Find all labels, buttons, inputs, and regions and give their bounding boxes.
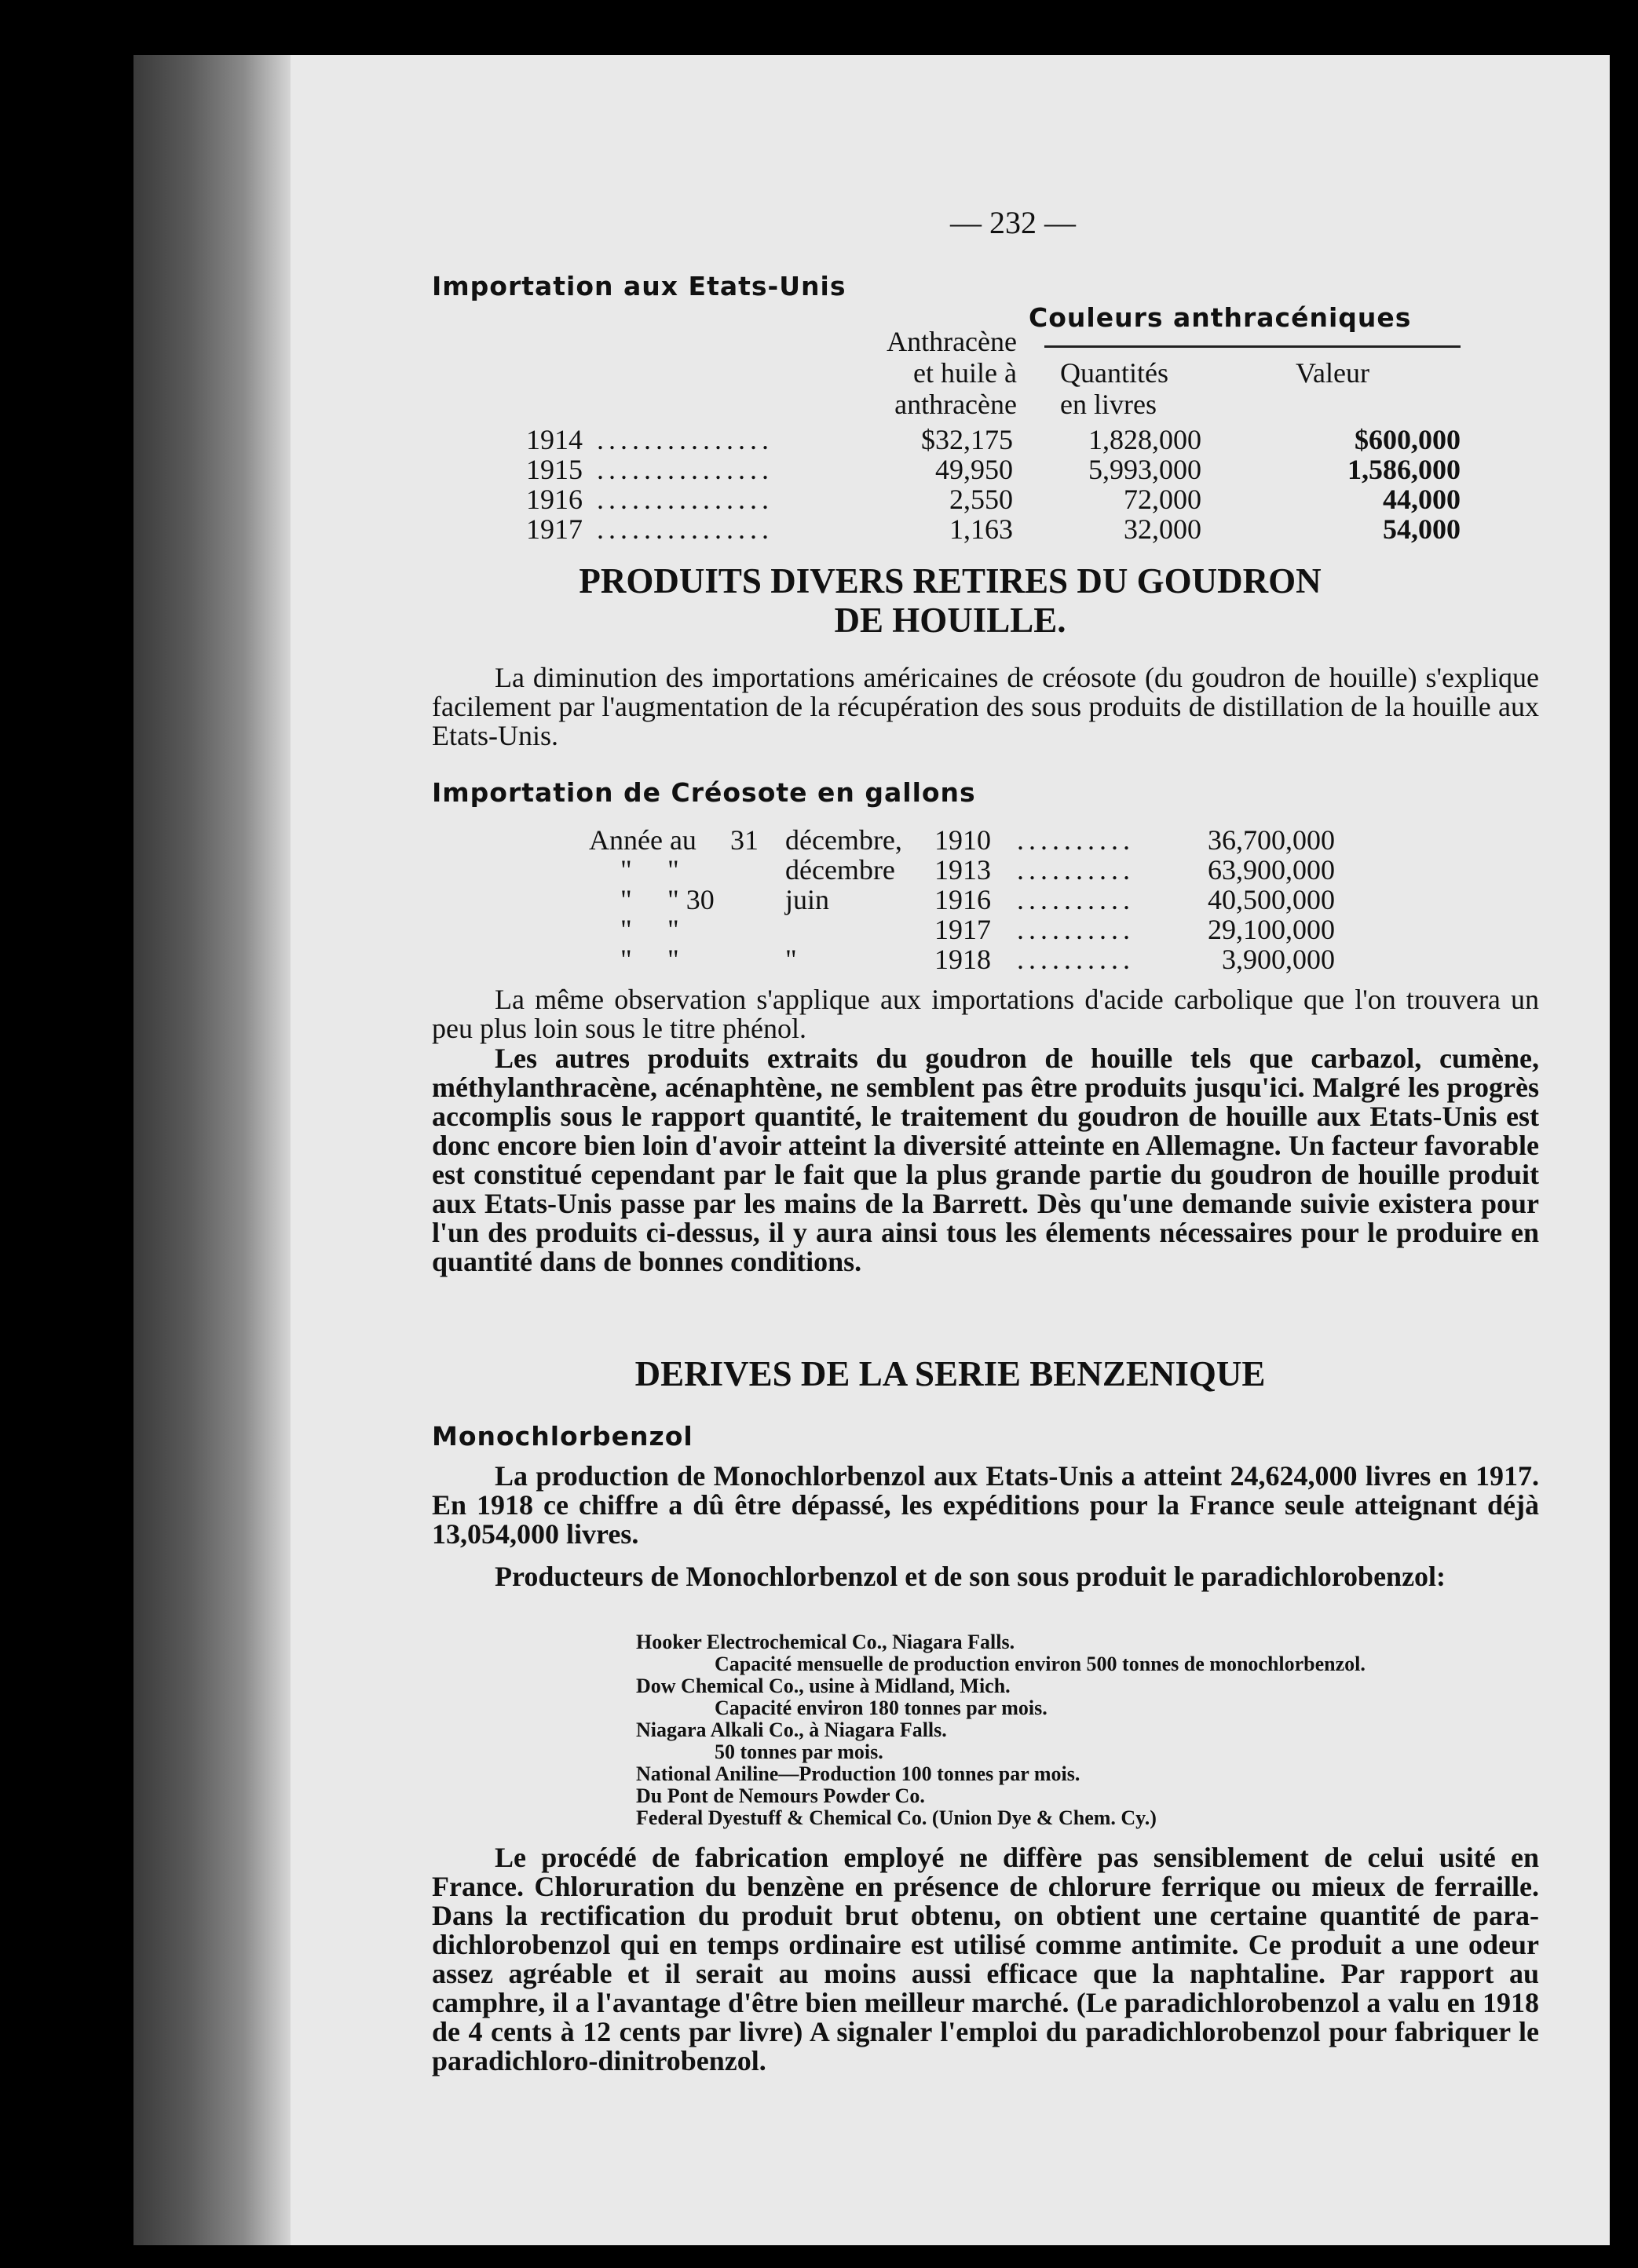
row-label: juin bbox=[785, 884, 830, 915]
row-quantity: 5,993,000 bbox=[1088, 454, 1201, 485]
table-row bbox=[589, 824, 1374, 854]
row-leader: ............... bbox=[597, 424, 773, 455]
row-leader: ............... bbox=[597, 454, 773, 485]
table-row bbox=[589, 854, 1374, 884]
row-value: 63,900,000 bbox=[1208, 854, 1335, 886]
col1-line: et huile à bbox=[913, 357, 1017, 389]
paragraph-autres-produits bbox=[432, 1044, 1539, 1276]
row-anthracene: $32,175 bbox=[921, 424, 1013, 455]
heading-serie-benzenique: DERIVES DE LA SERIE BENZENIQUE bbox=[634, 1354, 1266, 1393]
row-anthracene: 49,950 bbox=[935, 454, 1013, 485]
paragraph-text: La production de Monochlorbenzol aux Etats-Unis a atteint 24,624,000 livres en 1917. En 1918 ce chiffre a dû être dépassé, les expéditions pour la France seule atteignant déjà 13,054,000 livres. bbox=[432, 1460, 1539, 1550]
row-value: 44,000 bbox=[1383, 484, 1461, 515]
row-year: 1917 bbox=[934, 914, 991, 945]
row-value: $600,000 bbox=[1355, 424, 1461, 455]
row-label: " bbox=[667, 854, 679, 886]
paragraph-creosote bbox=[432, 663, 1539, 751]
paragraph-production bbox=[432, 1462, 1539, 1549]
row-year: 1916 bbox=[934, 884, 991, 915]
row-value: 40,500,000 bbox=[1208, 884, 1335, 915]
row-quantity: 1,828,000 bbox=[1088, 424, 1201, 455]
row-leader: ............... bbox=[597, 484, 773, 515]
row-year: 1918 bbox=[934, 944, 991, 975]
paragraph-text: La diminution des importations américaines de créosote (du goudron de houille) s'explique facilement par l'augmentation de la récupération des sous produits de distillation de la houille aux Etats-Unis. bbox=[432, 662, 1539, 751]
book-spine bbox=[133, 55, 291, 2245]
paragraph-text: Le procédé de fabrication employé ne diffère pas sensiblement de celui usité en France. Chloruration du benzène en présence de chlorure ferrique ou mieux de ferraille. Dans la rectification du produit brut obtenu, on obtient une certaine quantité de para-dichlorobenzol qui en temps ordinaire est utilisé comme antimite. Ce produit a une odeur assez agréable et il serait au moins aussi efficace que la naphtaline. Par rapport au camphre, il a l'avantage d'être bien meilleur marché. (Le paradichlorobenzol a valu en 1918 de 4 cents à 12 cents par livre) A signaler l'emploi du paradichlorobenzol pour fabriquer le paradichloro-dinitrobenzol. bbox=[432, 1842, 1539, 2076]
col1-line: anthracène bbox=[894, 389, 1017, 420]
row-year: 1910 bbox=[934, 824, 991, 856]
producer-item: Hooker Electrochemical Co., Niagara Falls. bbox=[636, 1631, 1015, 1653]
table-row bbox=[589, 884, 1374, 914]
heading-produits-divers bbox=[479, 561, 1421, 640]
col-header-anthracene bbox=[828, 326, 1017, 420]
row-value: 54,000 bbox=[1383, 513, 1461, 545]
row-year: 1916 bbox=[526, 484, 583, 515]
row-label: " bbox=[667, 914, 679, 945]
paragraph-text: Les autres produits extraits du goudron de houille tels que carbazol, cumène, méthylanthracène, acénaphtène, ne semblent pas être produits jusqu'ici. Malgré les progrès accomplis sous le rapport quantité, le traitement du goudron de houille aux Etats-Unis est donc encore bien loin d'avoir atteint la diversité atteinte en Allemagne. Un facteur favorable est constitué cependant par le fait que la plus grande partie du goudron de houille produit aux Etats-Unis passe par les mains de la Barrett. Dès qu'une demande suivie existera pour l'un des produits ci-dessus, il y aura ainsi tous les élements nécessaires pour le produire en quantité dans de bonnes conditions. bbox=[432, 1043, 1539, 1277]
row-leader: .......... bbox=[1017, 944, 1135, 975]
row-year: 1915 bbox=[526, 454, 583, 485]
producer-detail: 50 tonnes par mois. bbox=[715, 1740, 883, 1763]
row-label: " bbox=[620, 944, 632, 975]
creosote-table bbox=[589, 824, 1374, 973]
row-label: " bbox=[620, 854, 632, 886]
page-number: — 232 — bbox=[950, 205, 1076, 240]
row-leader: ............... bbox=[597, 513, 773, 545]
producer-item: National Aniline—Production 100 tonnes par mois. bbox=[636, 1762, 1080, 1785]
row-label: " bbox=[785, 944, 797, 975]
row-value: 36,700,000 bbox=[1208, 824, 1335, 856]
row-anthracene: 2,550 bbox=[949, 484, 1013, 515]
col1-line: Anthracène bbox=[887, 326, 1017, 357]
col-header-quantity bbox=[1060, 357, 1168, 420]
row-quantity: 72,000 bbox=[1124, 484, 1201, 515]
row-quantity: 32,000 bbox=[1124, 513, 1201, 545]
paragraph-text: La même observation s'applique aux importations d'acide carbolique que l'on trouvera un peu plus loin sous le titre phénol. bbox=[432, 984, 1539, 1044]
row-anthracene: 1,163 bbox=[949, 513, 1013, 545]
subheading-monochlorbenzol: Monochlorbenzol bbox=[432, 1421, 693, 1452]
row-label: décembre, bbox=[785, 824, 902, 856]
row-label: " bbox=[620, 884, 632, 915]
row-leader: .......... bbox=[1017, 884, 1135, 915]
row-value: 1,586,000 bbox=[1347, 454, 1461, 485]
row-value: 3,900,000 bbox=[1222, 944, 1335, 975]
row-label: " 30 bbox=[667, 884, 715, 915]
paragraph-carbolique bbox=[432, 985, 1539, 1043]
import-table bbox=[526, 424, 1468, 543]
table-row bbox=[526, 513, 1468, 543]
table-row bbox=[589, 914, 1374, 944]
row-label: " bbox=[667, 944, 679, 975]
producers-list bbox=[636, 1631, 1547, 1829]
section-title-creosote: Importation de Créosote en gallons bbox=[432, 777, 976, 808]
paragraph-procede bbox=[432, 1843, 1539, 2076]
table-row bbox=[589, 944, 1374, 973]
row-leader: .......... bbox=[1017, 914, 1135, 945]
row-leader: .......... bbox=[1017, 824, 1135, 856]
table-row bbox=[526, 424, 1468, 454]
producer-item: Dow Chemical Co., usine à Midland, Mich. bbox=[636, 1675, 1011, 1697]
producer-detail: Capacité mensuelle de production environ 500 tonnes de monochlorbenzol. bbox=[715, 1653, 1366, 1675]
producer-item: Niagara Alkali Co., à Niagara Falls. bbox=[636, 1718, 947, 1741]
row-value: 29,100,000 bbox=[1208, 914, 1335, 945]
group-header-rule bbox=[1044, 345, 1461, 348]
row-label: 31 bbox=[730, 824, 759, 856]
paragraph-producteurs bbox=[432, 1562, 1539, 1591]
producer-item: Du Pont de Nemours Powder Co. bbox=[636, 1784, 925, 1807]
paragraph-text: Producteurs de Monochlorbenzol et de son sous produit le paradichlorobenzol: bbox=[495, 1561, 1446, 1592]
heading-line: DE HOUILLE. bbox=[834, 601, 1066, 640]
col2-line: en livres bbox=[1060, 389, 1157, 420]
row-label: décembre bbox=[785, 854, 895, 886]
row-leader: .......... bbox=[1017, 854, 1135, 886]
section-title-importation: Importation aux Etats-Unis bbox=[432, 271, 846, 301]
row-label: " bbox=[620, 914, 632, 945]
col-header-value: Valeur bbox=[1296, 357, 1369, 389]
col2-line: Quantités bbox=[1060, 357, 1168, 389]
scanned-page bbox=[133, 55, 1610, 2245]
row-year: 1914 bbox=[526, 424, 583, 455]
table-row bbox=[526, 484, 1468, 513]
producer-detail: Capacité environ 180 tonnes par mois. bbox=[715, 1696, 1048, 1719]
row-year: 1917 bbox=[526, 513, 583, 545]
row-year: 1913 bbox=[934, 854, 991, 886]
producer-item: Federal Dyestuff & Chemical Co. (Union Dye & Chem. Cy.) bbox=[636, 1806, 1157, 1829]
table-row bbox=[526, 454, 1468, 484]
table-group-header: Couleurs anthracéniques bbox=[1029, 302, 1412, 333]
row-label: Année au bbox=[589, 824, 697, 856]
heading-line: PRODUITS DIVERS RETIRES DU GOUDRON bbox=[579, 561, 1322, 601]
